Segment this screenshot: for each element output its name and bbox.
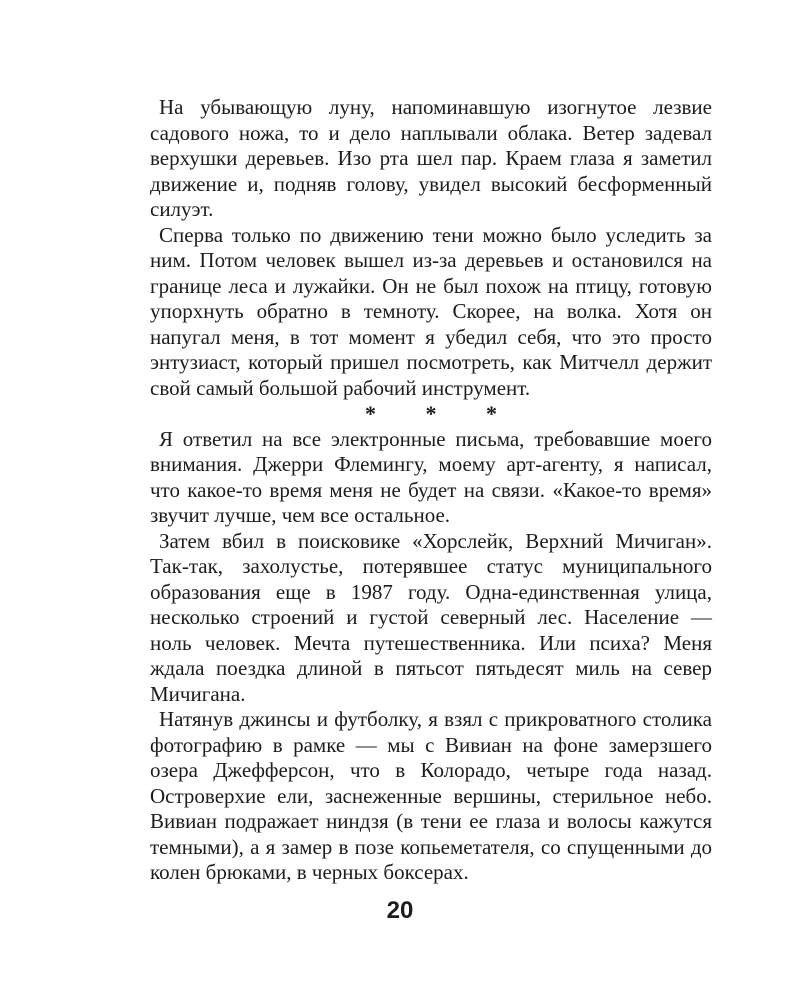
paragraph-silhouette: Сперва только по движению тени можно было уследить за ним. Потом человек вышел из-за деревьев и остановился на границе леса и лужайки. Он не был похож на птицу, готовую упорхнуть обратно в темноту. Скорее, на волка. Хотя он напугал меня, в тот момент я убедил себя, что это просто энтузиаст, который пришел посмотреть, как Митчелл держит свой самый большой рабочий инструмент.: [150, 222, 712, 400]
page-text-block: [150, 95, 712, 886]
paragraph-photo: Натянув джинсы и футболку, я взял с прикроватного столика фотографию в рамке — мы с Вивиан на фоне замерзшего озера Джефферсон, что в Колорадо, четыре года назад. Островерхие ели, заснеженные вершины, стерильное небо. Вивиан подражает ниндзя (в тени ее глаза и волосы кажутся темными), а я замер в позе копьеметателя, со спущенными до колен брюками, в черных боксерах.: [150, 707, 712, 884]
paragraph-horselake: Затем вбил в поисковике «Хорслейк, Верхний Мичиган». Так-так, захолустье, потерявшее статус муниципального образования еще в 1987 году. Одна-единственная улица, несколько строений и густой северный лес. Население — ноль человек. Мечта путешественника. Или психа? Меня ждала поездка длиной в пятьсот пятьдесят миль на север Мичигана.: [150, 528, 712, 706]
paragraph-emails: Я ответил на все электронные письма, требовавшие моего внимания. Джерри Флемингу, моему арт-агенту, я написал, что какое-то время меня не будет на связи. «Какое-то время» звучит лучше, чем все остальное.: [150, 426, 712, 527]
page-number: 20: [386, 897, 414, 924]
paragraph-moon: На убывающую луну, напоминавшую изогнутое лезвие садового ножа, то и дело наплывали облака. Ветер задевал верхушки деревьев. Изо рта шел пар. Краем глаза я заметил движение и, подняв голову, увидел высокий бесформенный силуэт.: [150, 95, 712, 221]
section-separator: * * *: [365, 401, 519, 426]
